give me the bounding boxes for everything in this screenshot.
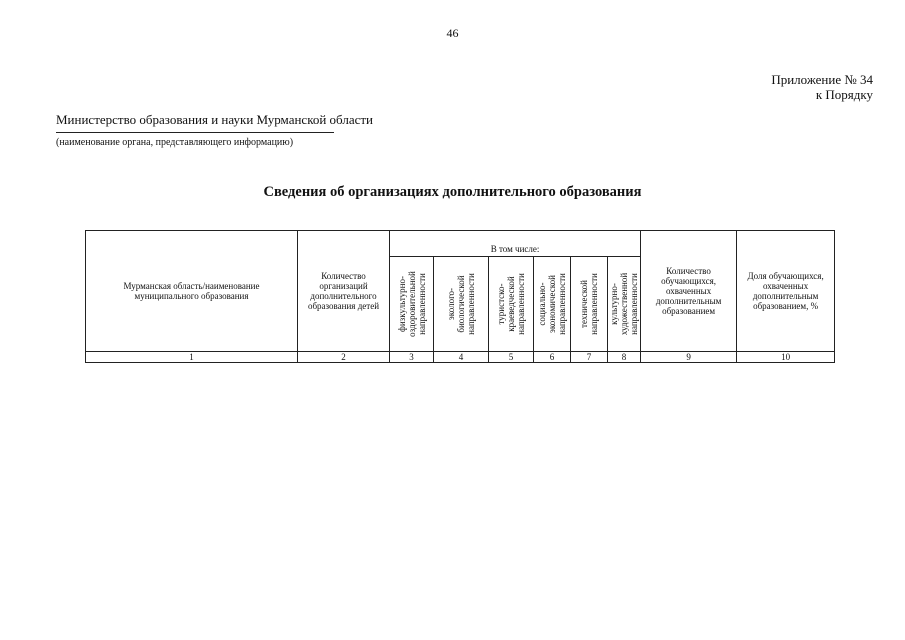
header-org-count-label: Количество организаций дополнительного образования детей [307, 271, 380, 311]
column-number: 9 [641, 352, 737, 363]
header-sub-arts [608, 257, 641, 352]
column-number-row [86, 352, 835, 363]
column-number: 2 [298, 352, 390, 363]
column-number: 3 [390, 352, 434, 363]
header-sub-arts-label: культурно- художественной направленности [609, 272, 640, 336]
appendix-reference [771, 72, 873, 102]
header-org-count [298, 231, 390, 352]
column-number: 1 [86, 352, 298, 363]
column-number: 10 [737, 352, 835, 363]
header-region-label: Мурманская область/наименование муниципального образования [123, 281, 260, 301]
organization-name: Министерство образования и науки Мурманской области [56, 112, 374, 127]
column-number: 5 [489, 352, 534, 363]
header-sub-socioeconomic-label: социально- экономической направленности [537, 273, 567, 335]
document-title: Сведения об организациях дополнительного образования [263, 184, 642, 200]
header-sub-technical-label: технической направленности [579, 273, 599, 335]
header-sub-tourism-label: туристско- краеведческой направленности [496, 273, 526, 335]
header-row-top [86, 231, 835, 257]
header-students-count-label: Количество обучающихся, охваченных дополнительным образованием [655, 266, 722, 316]
header-sub-technical [571, 257, 608, 352]
column-number: 7 [571, 352, 608, 363]
header-region [86, 231, 298, 352]
column-number: 4 [434, 352, 489, 363]
header-students-count [641, 231, 737, 352]
header-including-label: В том числе: [490, 244, 540, 254]
column-number: 8 [608, 352, 641, 363]
header-students-share-label: Доля обучающихся, охваченных дополнительным образованием, % [747, 271, 824, 311]
appendix-order: к Порядку [815, 87, 873, 102]
header-sub-tourism [489, 257, 534, 352]
organization-underline [56, 132, 334, 133]
header-including [390, 231, 641, 257]
header-sub-ecology-label: эколого- биологической направленности [446, 273, 476, 335]
page-number: 46 [446, 26, 459, 40]
header-students-share [737, 231, 835, 352]
organization-caption: (наименование органа, представляющего информацию) [56, 137, 294, 148]
header-sub-socioeconomic [534, 257, 571, 352]
column-number: 6 [534, 352, 571, 363]
appendix-number: Приложение № 34 [771, 72, 873, 87]
header-sub-sports [390, 257, 434, 352]
header-sub-sports-label: физкультурно- оздоровительной направленности [396, 271, 427, 337]
organizations-table [85, 230, 835, 363]
header-sub-ecology [434, 257, 489, 352]
